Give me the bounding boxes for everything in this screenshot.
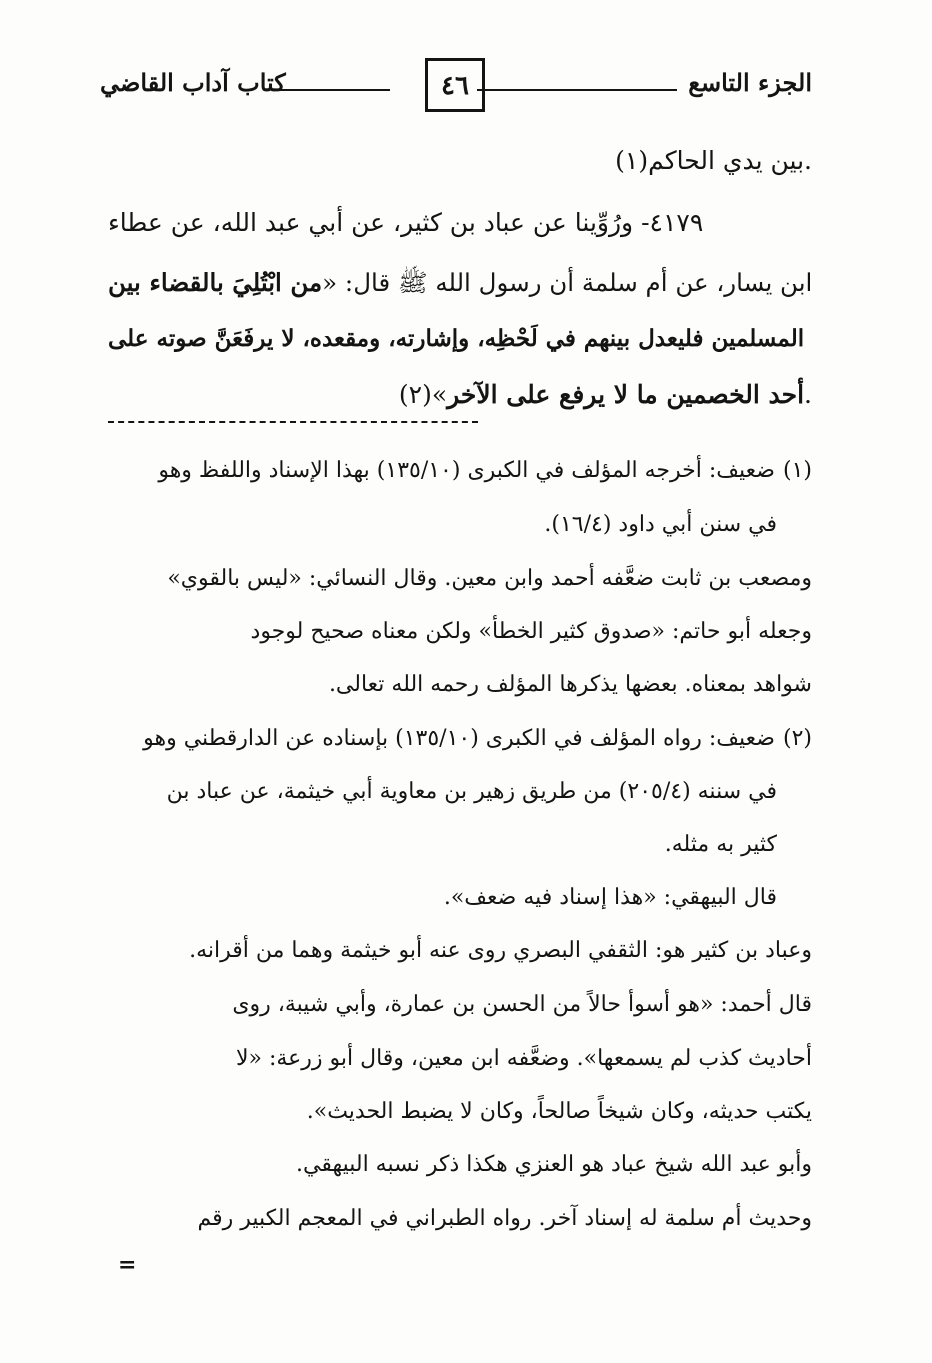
- footnote-1-line-2: في سنن أبي داود (١٦/٤).: [544, 512, 777, 537]
- footnote-1-line-5: شواهد بمعناه. بعضها يذكرها المؤلف رحمه الله تعالى.: [328, 672, 812, 697]
- footnote-2-line-6: قال أحمد: «هو أسوأ حالاً من الحسن بن عمارة، وأبي شيبة، روى: [232, 992, 812, 1017]
- footnote-2-line-7: أحاديث كذب لم يسمعها». وضعَّفه ابن معين، وقال أبو زرعة: «لا: [235, 1046, 812, 1071]
- footnote-2-text: ضعيف: رواه المؤلف في الكبرى (١٣٥/١٠) بإسناده عن الدارقطني وهو: [143, 726, 775, 751]
- footnote-1-line-3: ومصعب بن ثابت ضعَّفه أحمد وابن معين. وقال النسائي: «ليس بالقوي»: [167, 566, 812, 591]
- header-book-title: كتاب آداب القاضي: [100, 68, 286, 97]
- main-line-3: [108, 268, 812, 304]
- footnote-1-number: (١): [782, 458, 812, 483]
- main-line-2: ٤١٧٩- ورُوِّينا عن عباد بن كثير، عن أبي عبد الله، عن عطاء: [108, 208, 704, 237]
- footnote-2-line-4: قال البيهقي: «هذا إسناد فيه ضعف».: [443, 885, 777, 910]
- footnote-2-line-1: [108, 726, 812, 751]
- main-line-4: المسلمين فليعدل بينهم في لَحْظِه، وإشارته، ومقعده، لا يرفَعَنَّ صوته على: [108, 325, 805, 352]
- running-header: [100, 56, 812, 118]
- hadith-text-start: من ابْتُلِيَ بالقضاء بين: [108, 268, 323, 297]
- footnote-2-line-10: وحديث أم سلمة له إسناد آخر. رواه الطبراني في المعجم الكبير رقم: [197, 1206, 812, 1231]
- main-line-5-end: »(٢).: [398, 380, 812, 409]
- header-part: الجزء التاسع: [688, 68, 812, 97]
- footnote-2-line-9: وأبو عبد الله شيخ عباد هو العنزي هكذا ذكر نسبه البيهقي.: [296, 1152, 812, 1177]
- hadith-text-end: أحد الخصمين ما لا يرفع على الآخر: [447, 380, 805, 409]
- footnote-1-line-4: وجعله أبو حاتم: «صدوق كثير الخطأ» ولكن معناه صحيح لوجود: [250, 619, 812, 644]
- footnote-separator: [108, 421, 478, 423]
- main-line-1: بين يدي الحاكم(١).: [615, 146, 812, 175]
- main-line-3-text: ابن يسار، عن أم سلمة أن رسول الله ﷺ قال: «: [322, 268, 813, 297]
- main-line-5: [399, 380, 812, 409]
- footnote-2-line-8: يكتب حديثه، وكان شيخاً صالحاً، وكان لا يضبط الحديث».: [306, 1099, 812, 1124]
- footnote-1-line-1: [108, 458, 812, 483]
- footnote-2-line-3: كثير به مثله.: [664, 832, 777, 857]
- continuation-mark: =: [118, 1252, 137, 1278]
- page-number: ٤٦: [425, 58, 485, 112]
- footnote-2-line-2: في سننه (٢٠٥/٤) من طريق زهير بن معاوية أبي خيثمة، عن عباد بن: [166, 779, 777, 804]
- header-rule-right: [477, 89, 677, 91]
- footnote-2-line-5: وعباد بن كثير هو: الثقفي البصري روى عنه أبو خيثمة وهما من أقرانه.: [189, 938, 812, 963]
- footnote-1-text: ضعيف: أخرجه المؤلف في الكبرى (١٣٥/١٠) بهذا الإسناد واللفظ وهو: [158, 458, 775, 483]
- footnote-2-number: (٢): [782, 726, 812, 751]
- header-rule-left: [278, 89, 390, 91]
